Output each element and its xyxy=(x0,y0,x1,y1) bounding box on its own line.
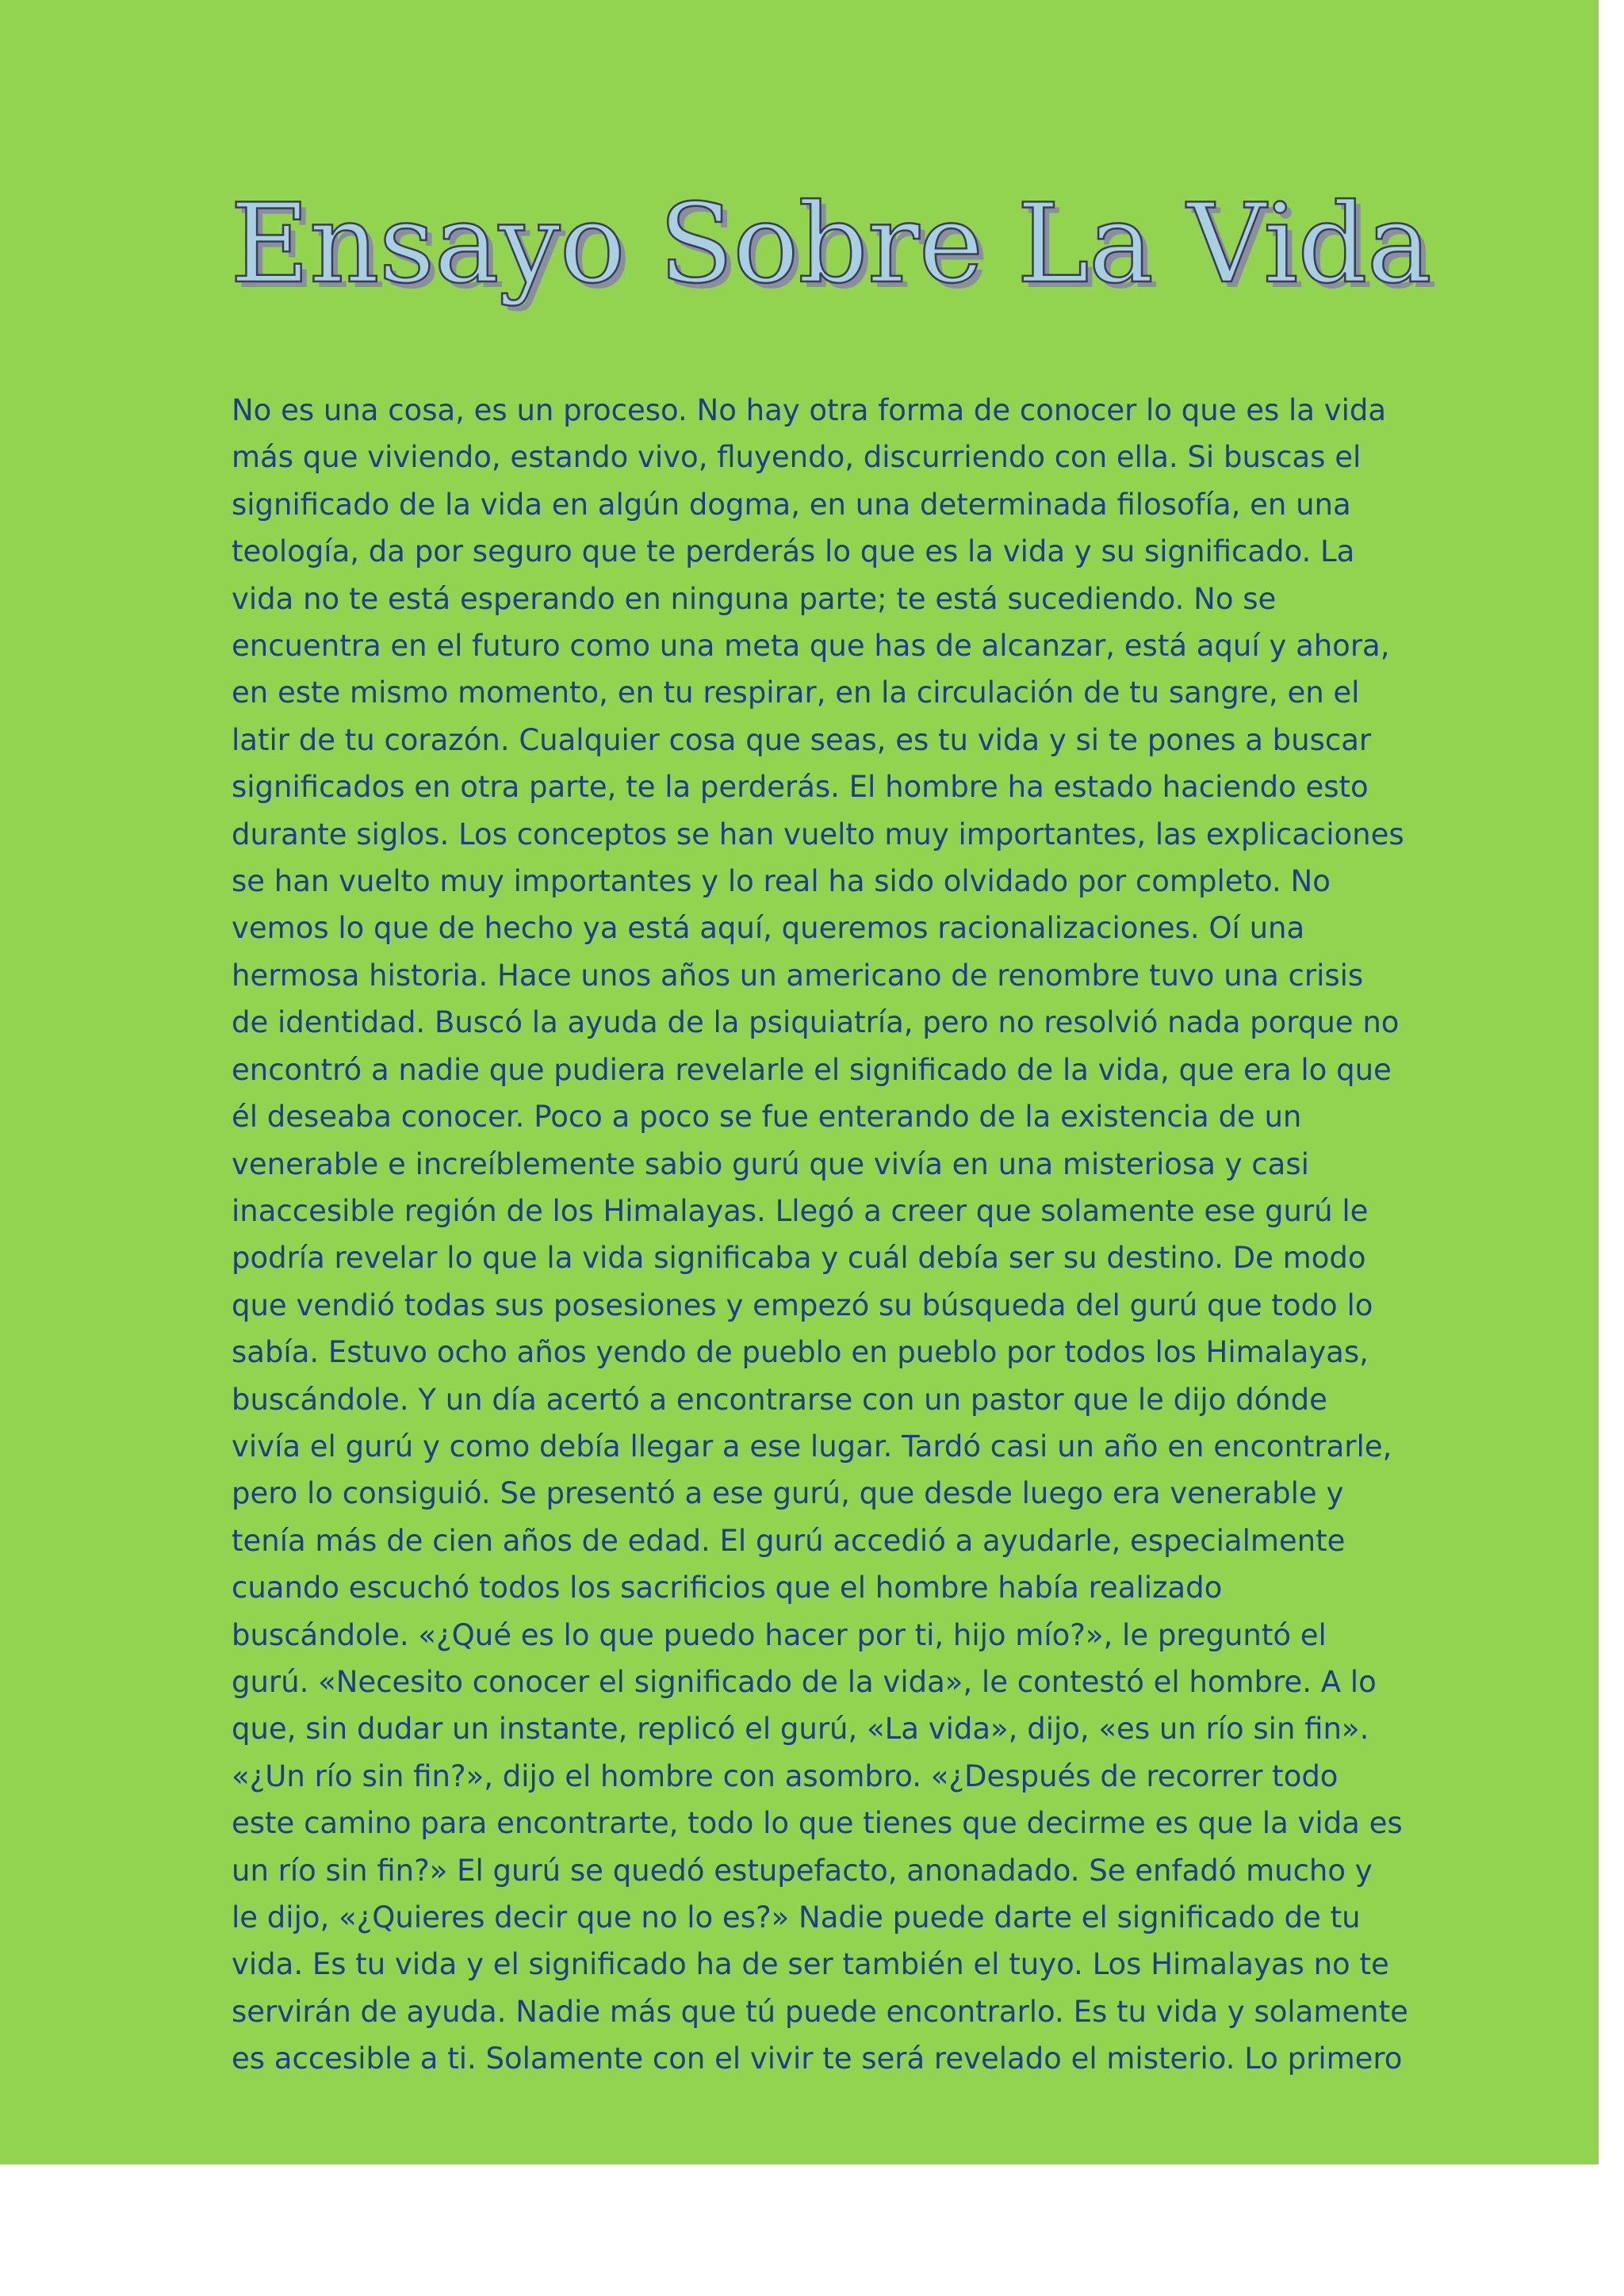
essay-line: tenía más de cien años de edad. El gurú accedió a ayudarle, especialmente xyxy=(232,1523,1346,1558)
essay-line: No es una cosa, es un proceso. No hay otra forma de conocer lo que es la vida xyxy=(232,393,1387,427)
essay-line: vida no te está esperando en ninguna parte; te está sucediendo. No se xyxy=(232,581,1277,616)
essay-line: vivía el gurú y como debía llegar a ese lugar. Tardó casi un año en encontrarle, xyxy=(232,1429,1392,1464)
essay-line: le dijo, «¿Quieres decir que no lo es?» Nadie puede darte el significado de tu xyxy=(232,1900,1361,1934)
essay-line: significados en otra parte, te la perderás. El hombre ha estado haciendo esto xyxy=(232,770,1369,805)
essay-line: buscándole. Y un día acertó a encontrarse con un pastor que le dijo dónde xyxy=(232,1382,1327,1417)
essay-line: es accesible a ti. Solamente con el vivir te será revelado el misterio. Lo primero xyxy=(232,2042,1403,2076)
essay-line: vemos lo que de hecho ya está aquí, queremos racionalizaciones. Oí una xyxy=(232,911,1305,946)
essay-line: este camino para encontrarte, todo lo que tienes que decirme es que la vida es xyxy=(232,1806,1403,1841)
essay-line: «¿Un río sin fin?», dijo el hombre con asombro. «¿Después de recorrer todo xyxy=(232,1758,1339,1793)
essay-line: venerable e increíblemente sabio gurú que vivía en una misteriosa y casi xyxy=(232,1146,1309,1181)
essay-line: que vendió todas sus posesiones y empezó su búsqueda del gurú que todo lo xyxy=(232,1288,1373,1322)
essay-line: cuando escuchó todos los sacrificios que el hombre había realizado xyxy=(232,1571,1223,1605)
essay-line: encontró a nadie que pudiera revelarle el significado de la vida, que era lo que xyxy=(232,1052,1392,1087)
document-title: Ensayo Sobre La Vida xyxy=(230,180,1431,308)
essay-body xyxy=(232,387,1408,2083)
essay-line: servirán de ayuda. Nadie más que tú puede encontrarlo. Es tu vida y solamente xyxy=(232,1994,1408,2029)
essay-line: buscándole. «¿Qué es lo que puedo hacer por ti, hijo mío?», le preguntó el xyxy=(232,1617,1327,1652)
essay-line: que, sin dudar un instante, replicó el gurú, «La vida», dijo, «es un río sin fin». xyxy=(232,1712,1369,1747)
essay-line: pero lo consiguió. Se presentó a ese gurú, que desde luego era venerable y xyxy=(232,1476,1344,1511)
essay-line: un río sin fin?» El gurú se quedó estupefacto, anonadado. Se enfadó mucho y xyxy=(232,1853,1373,1888)
essay-line: vida. Es tu vida y el significado ha de ser también el tuyo. Los Himalayas no te xyxy=(232,1947,1389,1982)
essay-line: encuentra en el futuro como una meta que has de alcanzar, está aquí y ahora, xyxy=(232,629,1390,664)
essay-line: inaccesible región de los Himalayas. Llegó a creer que solamente ese gurú le xyxy=(232,1193,1369,1228)
essay-line: de identidad. Buscó la ayuda de la psiquiatría, pero no resolvió nada porque no xyxy=(232,1005,1400,1040)
essay-line: durante siglos. Los conceptos se han vuelto muy importantes, las explicaciones xyxy=(232,817,1404,851)
essay-line: se han vuelto muy importantes y lo real ha sido olvidado por completo. No xyxy=(232,864,1331,899)
essay-line: él deseaba conocer. Poco a poco se fue enterando de la existencia de un xyxy=(232,1100,1302,1135)
essay-line: teología, da por seguro que te perderás lo que es la vida y su significado. La xyxy=(232,534,1355,569)
essay-line: sabía. Estuvo ocho años yendo de pueblo en pueblo por todos los Himalayas, xyxy=(232,1335,1369,1370)
essay-line: más que viviendo, estando vivo, fluyendo, discurriendo con ella. Si buscas el xyxy=(232,440,1362,475)
essay-line: en este mismo momento, en tu respirar, en la circulación de tu sangre, en el xyxy=(232,675,1360,710)
essay-line: gurú. «Necesito conocer el significado de la vida», le contestó el hombre. A lo xyxy=(232,1664,1377,1699)
essay-line: significado de la vida en algún dogma, en una determinada filosofía, en una xyxy=(232,487,1351,522)
essay-line: latir de tu corazón. Cualquier cosa que seas, es tu vida y si te pones a buscar xyxy=(232,722,1372,757)
essay-line: podría revelar lo que la vida significaba y cuál debía ser su destino. De modo xyxy=(232,1241,1366,1276)
essay-line: hermosa historia. Hace unos años un americano de renombre tuvo una crisis xyxy=(232,958,1364,993)
